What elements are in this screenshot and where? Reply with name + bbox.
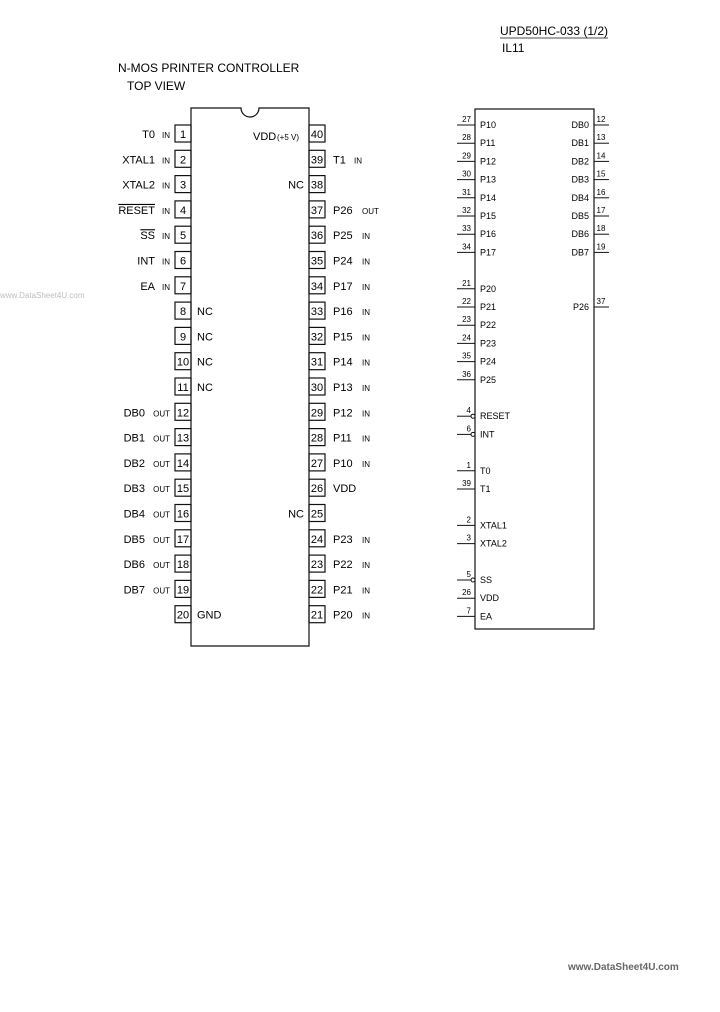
dip-pin-number: 7 [179,280,187,293]
logic-pin-number: 26 [462,588,471,598]
dip-pin-number: 33 [310,306,324,319]
logic-pin-number: 2 [466,515,471,525]
logic-pin-number: 4 [466,406,471,416]
logic-pin-name: P16 [480,229,497,240]
dip-pin-number: 6 [179,255,187,268]
inverter-bubble [471,578,475,582]
dip-pin-number: 34 [310,280,324,293]
dip-pin-name: XTAL1 [122,154,155,167]
dip-pin-name: P26 [333,204,353,217]
dip-pin-number: 3 [179,179,187,192]
dip-pin-direction: OUT [153,586,170,596]
logic-pin-name: DB6 [571,229,589,240]
vdd-pin-label: VDD [253,131,277,143]
logic-pin-number: 12 [596,115,606,124]
part-number: UPD50HC-033 (1/2) [500,24,609,38]
dip-pin-name: VDD [333,483,357,496]
logic-pin-name: T1 [480,484,491,494]
logic-pin-number: 24 [462,333,471,343]
dip-pin-name: P15 [333,331,353,344]
dip-pin-direction: OUT [153,434,170,444]
dip-pin-direction: IN [162,181,170,191]
logic-pin-number: 19 [596,242,606,252]
logic-pin-number: 1 [466,460,471,470]
dip-pin-direction: IN [162,257,170,267]
dip-pin-number: 28 [310,432,324,445]
logic-pin-number: 17 [596,206,606,215]
dip-pin-number: 17 [176,533,190,546]
dip-pin-name: DB3 [123,483,145,496]
logic-pin-number: 36 [462,369,471,379]
dip-pin-direction: IN [362,434,370,444]
dip-pin-direction: OUT [153,485,170,495]
dip-pin-name: SS [140,230,155,243]
logic-pin-number: 29 [462,151,471,161]
logic-pin-number: 37 [596,297,606,306]
dip-pin-direction: IN [362,308,370,318]
logic-pin-name: DB1 [571,138,589,149]
logic-pin-name: P23 [480,338,497,349]
dip-pin-number: 26 [310,483,324,496]
logic-pin-name: T0 [480,465,491,476]
dip-pin-number: 35 [310,255,324,268]
dip-pin-number: 13 [176,432,190,445]
dip-pin-number: 29 [310,407,324,420]
dip-pin-name: P13 [333,382,353,394]
logic-pin-name: SS [480,575,493,585]
logic-pin-name: P14 [480,192,497,203]
dip-pin-name: T0 [142,129,155,141]
logic-pin-name: DB0 [571,120,589,130]
dip-pin-number: 16 [176,508,190,521]
dip-pin-number: 15 [176,483,190,496]
dip-pin-number: 24 [310,533,324,546]
vdd-voltage-note: (+5 V) [277,133,300,142]
logic-pin-name: P15 [480,211,497,221]
dip-pin-name: NC [288,508,304,521]
dip-pin-number: 5 [179,230,187,243]
dip-pin-number: 31 [310,356,324,369]
dip-pin-number: 14 [176,457,190,470]
dip-pin-direction: OUT [153,561,170,571]
dip-pin-number: 2 [179,154,187,167]
logic-pin-name: XTAL2 [480,538,507,549]
dip-pin-name: P23 [333,533,353,546]
dip-pin-name: NC [197,356,213,369]
dip-left-pins [118,125,221,623]
dip-pin-name: INT [137,255,155,268]
logic-pin-name: P24 [480,356,497,367]
logic-pin-number: 28 [462,133,471,143]
logic-pin-number: 31 [462,187,471,197]
dip-pin-name: P25 [333,230,353,243]
logic-pin-name: DB3 [571,174,589,185]
dip-pin-direction: IN [362,232,370,242]
dip-pin-name: DB5 [123,533,145,546]
dip-pin-name: P24 [333,255,353,268]
logic-pin-name: P13 [480,174,497,185]
dip-pin-name: EA [140,280,155,293]
logic-left-pins [457,115,511,621]
logic-pin-name: DB5 [571,211,589,221]
dip-pin-direction: OUT [153,510,170,520]
dip-pin-number: 18 [176,559,190,572]
logic-symbol-body [475,109,594,629]
logic-pin-number: 22 [462,297,471,306]
dip-pin-name: DB4 [123,508,145,521]
dip-pin-name: NC [197,382,213,394]
dip-pin-number: 36 [310,230,324,243]
dip-pin-name: DB7 [123,584,145,597]
logic-pin-name: P22 [480,320,497,331]
logic-pin-number: 18 [596,224,606,234]
logic-pin-number: 6 [466,424,471,434]
logic-pin-number: 15 [596,169,606,179]
dip-pin-name: P17 [333,280,353,293]
dip-pin-direction: IN [162,206,170,216]
code-label: IL11 [502,41,525,55]
dip-pin-direction: OUT [153,535,170,545]
dip-pin-direction: IN [362,535,370,545]
dip-pin-direction: IN [362,586,370,596]
logic-pin-name: RESET [480,411,511,422]
logic-pin-name: DB4 [571,192,589,203]
dip-pin-direction: IN [362,409,370,419]
logic-pin-number: 16 [596,187,606,197]
dip-pin-number: 1 [179,129,187,141]
inverter-bubble [471,414,475,418]
logic-pin-name: P21 [480,302,497,312]
dip-pin-direction: IN [362,333,370,343]
logic-pin-number: 32 [462,206,471,215]
dip-pin-direction: IN [362,459,370,469]
logic-pin-number: 39 [462,479,471,488]
dip-pin-direction: IN [162,156,170,166]
dip-pin-number: 22 [310,584,324,597]
logic-pin-number: 21 [462,278,471,288]
dip-pin-direction: OUT [153,459,170,469]
dip-pin-number: 23 [310,559,324,572]
logic-pin-name: INT [480,429,495,440]
dip-pin-number: 8 [179,306,187,319]
logic-pin-number: 30 [462,169,471,179]
dip-pin-direction: IN [162,131,170,140]
logic-pin-name: DB2 [571,156,589,167]
logic-pin-name: P11 [480,138,496,149]
logic-pin-number: 35 [462,351,471,361]
dip-pin-number: 40 [310,129,324,141]
dip-pin-number: 19 [176,584,190,597]
logic-pin-number: 34 [462,242,471,252]
dip-pin-number: 4 [179,204,187,217]
dip-pin-name: NC [197,306,213,319]
dip-pin-name: DB6 [123,559,145,572]
dip-pin-number: 38 [310,179,324,192]
dip-pin-number: 25 [310,508,324,521]
logic-pin-number: 33 [462,224,471,234]
logic-pin-name: VDD [480,593,500,604]
logic-pin-number: 14 [596,151,606,161]
dip-pin-number: 21 [310,609,324,622]
dip-pin-number: 10 [176,356,190,369]
dip-pin-direction: OUT [153,409,170,419]
dip-pin-name: P22 [333,559,353,572]
dip-right-pins [288,125,379,623]
top-view-label: TOP VIEW [127,79,186,93]
logic-pin-name: P25 [480,374,497,385]
logic-pin-number: 7 [466,606,471,616]
dip-pin-direction: IN [354,156,362,166]
footer-watermark: www.DataSheet4U.com [568,962,679,973]
logic-pin-name: P12 [480,156,497,167]
dip-pin-direction: OUT [362,206,379,216]
logic-pin-name: EA [480,611,493,622]
dip-pin-name: NC [197,331,213,344]
logic-pin-name: P26 [572,302,589,312]
side-watermark: www.DataSheet4U.com [0,291,85,300]
dip-pin-direction: IN [362,282,370,292]
dip-pin-number: 37 [310,204,324,217]
logic-right-pins [571,115,609,312]
logic-pin-number: 13 [596,133,606,143]
dip-pin-name: P20 [333,609,353,622]
dip-pin-name: P21 [333,584,353,597]
dip-pin-direction: IN [362,561,370,571]
dip-pin-name: T1 [333,154,346,167]
dip-pin-name: P12 [333,407,353,420]
dip-pin-number: 20 [176,609,190,622]
logic-pin-number: 23 [462,315,471,325]
dip-pin-name: P10 [333,457,353,470]
dip-pin-direction: IN [162,282,170,292]
dip-pin-direction: IN [162,232,170,242]
logic-pin-number: 3 [466,533,471,543]
dip-pin-direction: IN [362,384,370,393]
logic-pin-number: 27 [462,115,471,124]
dip-pin-name: NC [288,179,304,192]
dip-pin-name: P16 [333,306,353,319]
dip-pin-name: DB1 [123,432,145,445]
dip-pin-name: RESET [118,204,155,217]
dip-pin-number: 11 [177,382,189,394]
dip-pin-direction: IN [362,257,370,267]
dip-pin-name: P14 [333,356,353,369]
logic-pin-name: P17 [480,247,497,258]
dip-pin-name: DB0 [123,407,145,420]
chip-title: N-MOS PRINTER CONTROLLER [118,61,300,75]
dip-pin-name: XTAL2 [122,179,155,192]
logic-pin-name: P20 [480,283,497,294]
dip-pin-name: DB2 [123,457,145,470]
logic-pin-number: 5 [466,570,471,579]
dip-pin-direction: IN [362,358,370,368]
logic-pin-name: P10 [480,120,497,130]
logic-pin-name: XTAL1 [480,520,507,531]
dip-pin-number: 32 [310,331,324,344]
dip-pin-number: 12 [176,407,190,420]
dip-pin-direction: IN [362,611,370,621]
dip-pin-number: 27 [310,457,324,470]
dip-pin-number: 9 [179,331,187,344]
dip-pin-number: 30 [310,382,324,394]
dip-pin-name: P11 [333,432,352,445]
dip-pin-number: 39 [310,154,324,167]
inverter-bubble [471,432,475,436]
logic-pin-name: DB7 [571,247,589,258]
dip-pin-name: GND [197,609,222,622]
